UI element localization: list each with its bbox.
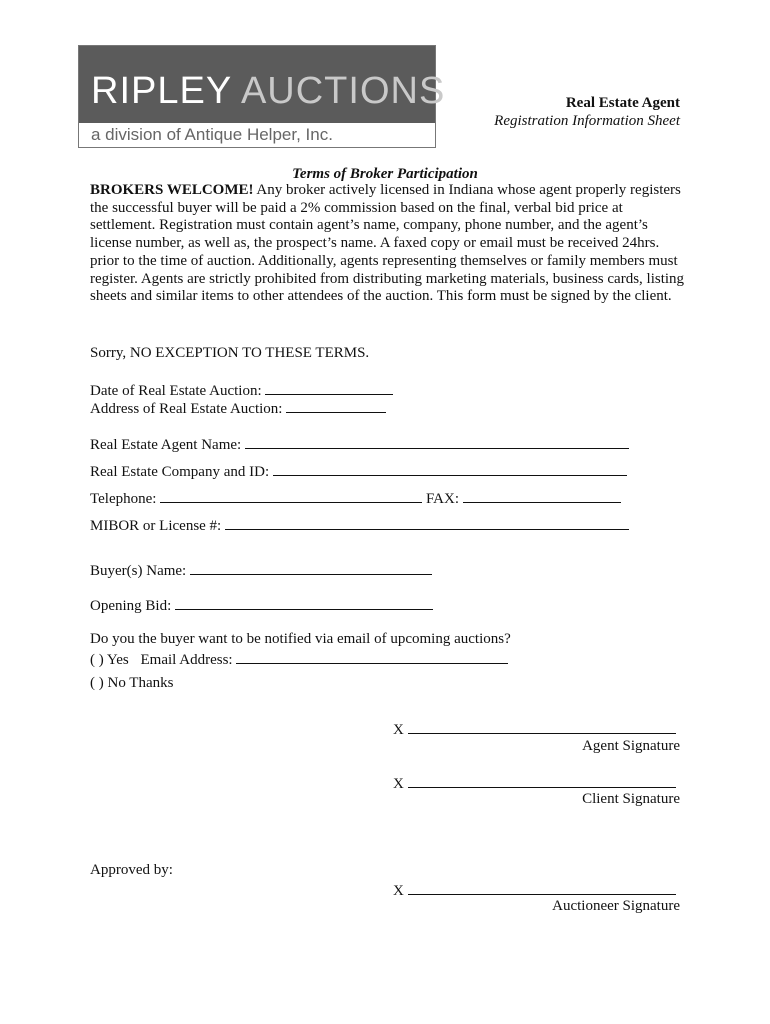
form-subtitle: Registration Information Sheet	[494, 113, 680, 129]
license-field[interactable]	[225, 516, 629, 530]
auctioneer-x-mark: X	[393, 883, 404, 899]
notify-yes-option[interactable]: ( ) Yes	[90, 652, 129, 668]
email-field[interactable]	[236, 650, 508, 664]
notify-no-option[interactable]: ( ) No Thanks	[90, 675, 174, 691]
agent-signature-field[interactable]	[408, 720, 676, 734]
agent-x-mark: X	[393, 722, 404, 738]
email-label: Email Address:	[140, 652, 233, 668]
auction-date-field[interactable]	[265, 381, 393, 395]
notify-yes-row	[90, 650, 508, 668]
company-id-row	[90, 462, 627, 480]
opening-bid-label: Opening Bid:	[90, 598, 172, 614]
agent-name-label: Real Estate Agent Name:	[90, 437, 242, 453]
fax-field[interactable]	[463, 489, 621, 503]
auctioneer-signature-row	[393, 881, 676, 899]
opening-bid-field[interactable]	[175, 596, 433, 610]
terms-lead: BROKERS WELCOME!	[90, 182, 254, 198]
notify-question: Do you the buyer want to be notified via email of upcoming auctions?	[90, 631, 511, 647]
client-x-mark: X	[393, 776, 404, 792]
auction-address-label: Address of Real Estate Auction:	[90, 401, 283, 417]
client-signature-label: Client Signature	[582, 791, 680, 807]
auction-date-row	[90, 381, 393, 399]
logo-brand	[91, 72, 445, 110]
agent-signature-row	[393, 720, 676, 738]
telephone-field[interactable]	[160, 489, 422, 503]
auction-address-field[interactable]	[286, 399, 386, 413]
logo-brand-dark: RIPLEY	[91, 70, 232, 112]
approved-by-label: Approved by:	[90, 862, 173, 878]
auction-date-label: Date of Real Estate Auction:	[90, 383, 262, 399]
form-title: Real Estate Agent	[565, 95, 680, 111]
agent-signature-label: Agent Signature	[582, 738, 680, 754]
auctioneer-signature-field[interactable]	[408, 881, 676, 895]
terms-body: Any broker actively licensed in Indiana whose agent properly registers the successful buyer will be paid a 2% commission based on the final, verbal bid price at settlement. Registration must contain agent’s name, company, phone number, and the agent’s license number, as well as, the prospect’s name. A faxed copy or email must be received 24hrs. prior to the time of auction. Additionally, agents representing themselves or family members must register. Agents are strictly prohibited from distributing marketing materials, business cards, listing sheets and similar items to other attendees of the auction. This form must be signed by the client.	[90, 182, 685, 305]
company-id-field[interactable]	[273, 462, 627, 476]
client-signature-field[interactable]	[408, 774, 676, 788]
auctioneer-signature-label: Auctioneer Signature	[552, 898, 680, 914]
agent-name-row	[90, 435, 629, 453]
client-signature-row	[393, 774, 676, 792]
telephone-label: Telephone:	[90, 491, 157, 507]
buyer-name-field[interactable]	[190, 561, 432, 575]
opening-bid-row	[90, 596, 433, 614]
logo-banner	[79, 46, 446, 123]
no-exception-notice: Sorry, NO EXCEPTION TO THESE TERMS.	[90, 345, 370, 361]
buyer-name-label: Buyer(s) Name:	[90, 563, 187, 579]
logo-subtitle: a division of Antique Helper, Inc.	[91, 125, 333, 144]
license-label: MIBOR or License #:	[90, 518, 222, 534]
auction-address-row	[90, 399, 386, 417]
buyer-name-row	[90, 561, 432, 579]
logo-brand-light: AUCTIONS	[240, 70, 446, 112]
company-id-label: Real Estate Company and ID:	[90, 464, 270, 480]
telephone-row	[90, 489, 621, 507]
terms-heading: Terms of Broker Participation	[292, 166, 478, 182]
license-row	[90, 516, 629, 534]
fax-label: FAX:	[425, 491, 459, 507]
agent-name-field[interactable]	[245, 435, 629, 449]
company-logo	[78, 45, 446, 148]
terms-paragraph	[90, 182, 690, 306]
